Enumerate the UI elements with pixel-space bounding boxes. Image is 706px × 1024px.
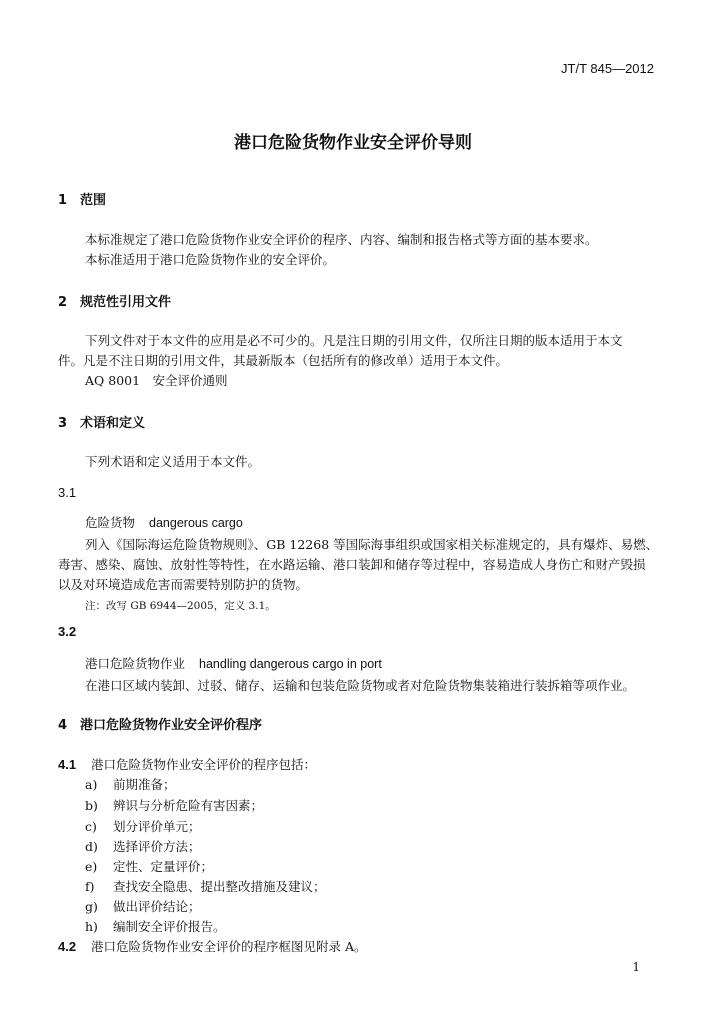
list-text: 辨识与分析危险有害因素；	[113, 798, 264, 813]
list-marker: d)	[85, 839, 98, 854]
term-number: 3.1	[58, 485, 77, 500]
section-number: 4	[58, 718, 68, 733]
list-text: 查找安全隐患、提出整改措施及建议；	[113, 879, 326, 894]
paragraph: 本标准规定了港口危险货物作业安全评价的程序、内容、编制和报告格式等方面的基本要求。	[85, 232, 598, 247]
term-english: handling dangerous cargo in port	[199, 657, 382, 671]
paragraph: 本标准适用于港口危险货物作业的安全评价。	[85, 252, 336, 267]
term-chinese: 危险货物	[85, 515, 136, 530]
list-marker: e)	[85, 859, 98, 874]
section-number: 3	[58, 416, 68, 431]
clause-4-2	[58, 937, 367, 955]
list-item	[85, 897, 201, 915]
list-marker: b)	[85, 798, 98, 813]
definition-line: 以及对环境造成危害而需要特别防护的货物。	[58, 577, 309, 592]
paragraph-line: 件。凡是不注日期的引用文件，其最新版本（包括所有的修改单）适用于本文件。	[58, 353, 509, 368]
section-2-heading	[58, 291, 171, 310]
list-marker: f)	[85, 879, 95, 894]
clause-number: 4.1	[58, 757, 77, 772]
term-english: dangerous cargo	[149, 516, 243, 530]
list-item	[85, 917, 226, 935]
term-chinese: 港口危险货物作业	[85, 656, 186, 671]
section-number: 2	[58, 295, 68, 310]
list-text: 选择评价方法；	[113, 839, 201, 854]
list-text: 做出评价结论；	[113, 899, 201, 914]
list-item	[85, 775, 176, 793]
definition-line: 在港口区域内装卸、过驳、储存、运输和包装危险货物或者对危险货物集装箱进行装拆箱等项作业。	[85, 678, 636, 693]
section-1-heading	[58, 189, 106, 208]
definition-line: 毒害、感染、腐蚀、放射性等特性，在水路运输、港口装卸和储存等过程中，容易造成人身伤亡和财产毁损	[58, 557, 646, 572]
document-title: 港口危险货物作业安全评价导则	[234, 133, 472, 153]
term-entry	[85, 654, 382, 672]
section-title: 术语和定义	[80, 416, 146, 431]
term-number: 3.2	[58, 624, 77, 639]
clause-text: 港口危险货物作业安全评价的程序框图见附录 A。	[91, 939, 367, 954]
section-3-heading	[58, 412, 145, 431]
list-item	[85, 796, 263, 814]
clause-4-1	[58, 755, 316, 773]
list-marker: g)	[85, 899, 98, 914]
list-item	[85, 877, 326, 895]
definition-line: 列入《国际海运危险货物规则》、GB 12268 等国际海事组织或国家相关标准规定的，具有爆炸、易燃、	[85, 537, 659, 552]
list-text: 划分评价单元；	[113, 819, 201, 834]
section-number: 1	[58, 193, 68, 208]
section-4-heading	[58, 714, 262, 733]
list-text: 前期准备；	[113, 777, 176, 792]
section-title: 港口危险货物作业安全评价程序	[80, 718, 263, 733]
term-entry	[85, 513, 243, 531]
list-text: 定性、定量评价；	[113, 859, 214, 874]
list-item	[85, 857, 213, 875]
list-text: 编制安全评价报告。	[113, 919, 226, 934]
list-marker: c)	[85, 819, 97, 834]
paragraph: 下列术语和定义适用于本文件。	[85, 454, 261, 469]
paragraph-line: 下列文件对于本文件的应用是必不可少的。凡是注日期的引用文件，仅所注日期的版本适用于本文	[85, 333, 623, 348]
clause-text: 港口危险货物作业安全评价的程序包括：	[91, 757, 317, 772]
clause-number: 4.2	[58, 939, 77, 954]
list-marker: h)	[85, 919, 98, 934]
page-number: 1	[632, 960, 640, 974]
section-title: 规范性引用文件	[80, 295, 172, 310]
list-marker: a)	[85, 777, 98, 792]
list-item	[85, 837, 201, 855]
definition-note: 注：改写 GB 6944—2005，定义 3.1。	[85, 600, 276, 612]
standard-number: JT/T 845—2012	[561, 61, 654, 76]
section-title: 范围	[80, 193, 107, 208]
normative-reference: AQ 8001 安全评价通则	[85, 373, 228, 388]
list-item	[85, 817, 201, 835]
